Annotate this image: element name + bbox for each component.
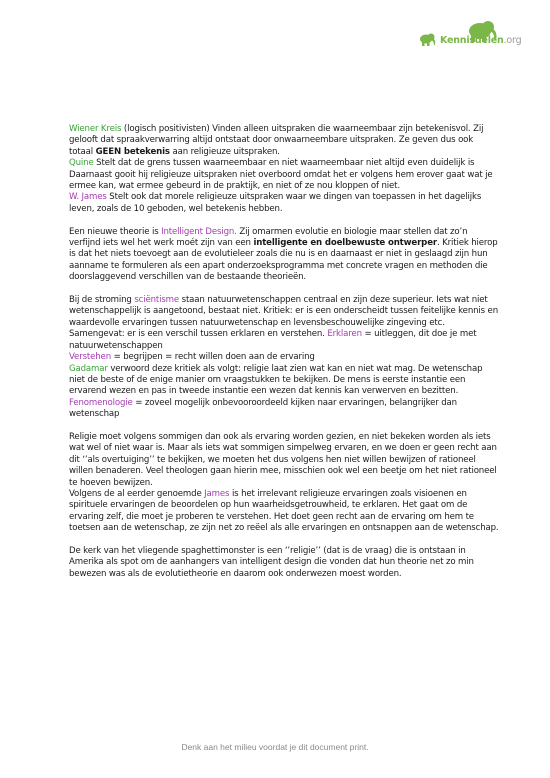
paragraph-spaghettimonster: De kerk van het vliegende spaghettimonster is een ‘’religie’’ (dat is de vraag) die is ontstaan in Amerika als spot om de aanhangers van intelligent design die vonden dat hun theorie net zo min bewezen was als de evolutietheorie en daarom ook onderwezen moest worden. [69, 545, 474, 579]
logo-text-tld: .org [503, 35, 522, 46]
term-scientisme: sciëntisme [134, 295, 180, 306]
term-erklaren: Erklaren [327, 329, 362, 340]
term-w-james: W. James [69, 192, 107, 203]
bold-ontwerper: intelligente en doelbewuste ontwerper [253, 238, 437, 249]
term-wiener-kreis: Wiener Kreis [69, 124, 122, 134]
document-body [69, 124, 499, 592]
term-intelligent-design: Intelligent Design. [161, 226, 237, 237]
term-quine: Quine [69, 158, 94, 169]
kennisdelen-logo[interactable] [418, 18, 528, 54]
bold-geen-betekenis: GEEN betekenis [95, 146, 170, 157]
paragraph-scientisme: Bij de stroming sciëntisme staan natuurwetenschappen centraal en zijn deze superieur. Iets wat niet wetenschappelijk is aangetoond, bestaat niet. Kritiek: er is een onderscheidt tussen feitelijke kennis en waardevolle ervaringen tussen natuurwetenschap en levensbeschouwelijke zingeving etc. Samengevat: er is een verschil tussen erklaren en verstehen. Erklaren = uitleggen, dit doe je met natuurwetenschappen Verstehen = begrijpen = recht willen doen aan de ervaring Gadamar verwoord deze kritiek als volgt: religie laat zien wat kan en niet wat mag. De wetenschap niet de beste of de enige manier om vraagstukken te bekijken. De mens is eerste instantie een ervarend wezen en pas in tweede instantie een wezen dat kennis kan verwerven en bezitten. Fenomenologie = zoveel mogelijk onbevooroordeeld kijken naar ervaringen, belangrijker dan wetenschap [69, 295, 498, 420]
paragraph-betekenis: Wiener Kreis (logisch positivisten) Vinden alleen uitspraken die waarneembaar zijn betekenisvol. Zij gelooft dat spraakverwarring altijd ontstaat door onwaarneembare uitspraken. Ze geven dus ook totaal GEEN betekenis aan religieuze uitspraken. Quine Stelt dat de grens tussen waarneembaar en niet waarneembaar niet altijd even duidelijk is Daarnaast gooit hij religieuze uitspraken niet overboord omdat het er volgens hem erover gaat wat je ermee kan, wat ermee gebeurd in de praktijk, en niet of ze nou kloppen of niet. W. James Stelt ook dat morele religieuze uitspraken waar we dingen van toepassen in het dagelijks leven, zoals de 10 geboden, wel betekenis hebben. [69, 124, 493, 214]
paragraph-religie-ervaring: Religie moet volgens sommigen dan ook als ervaring worden gezien, en niet bekeken worden als iets wat wel of niet waar is. Maar als iets wat sommigen simpelweg ervaren, en we doen er geen recht aan dit ‘’als overtuiging’’ te bekijken, we moeten het dus volgens hen niet willen bewijzen of rationeel willen benaderen. Veel theologen gaan hierin mee, misschien ook wel een beetje om het niet rationeel te hoeven bewijzen. Volgens de al eerder genoemde James is het irrelevant religieuze ervaringen zoals visioenen en spirituele ervaringen de beoordelen op hun waarheidsgetrouwheid, te erklaren. Het gaat om de ervaring zelf, die moet je proberen te verstehen. Het doet geen recht aan de ervaring om hem te toetsen aan de wetenschap, ze zijn net zo reëel als alle ervaringen en ontsnappen aan de wetenschap. [69, 431, 499, 534]
footer-note: Denk aan het milieu voordat je dit document print. [181, 742, 369, 752]
paragraph-intelligent-design: Een nieuwe theorie is Intelligent Design. Zij omarmen evolutie en biologie maar stellen dat zo’n verfijnd iets wel het werk moét zijn van een intelligente en doelbewuste ontwerper. Kritiek hierop is dat het niets toevoegt aan de evolutieleer zoals die nu is en daarnaast er niet in geslaagd zijn hun aanname te formuleren als een apart onderzoeksprogramma met concrete vragen en methoden die doorslaggevend verschillen van de bestaande theorieën. [69, 226, 498, 283]
term-fenomenologie: Fenomenologie [69, 397, 133, 408]
term-james: James [204, 488, 230, 499]
logo-text-main: Kennisdelen [440, 35, 504, 46]
logo-wordmark [440, 35, 521, 46]
term-verstehen: Verstehen [69, 352, 111, 363]
term-gadamar: Gadamar [69, 363, 108, 374]
